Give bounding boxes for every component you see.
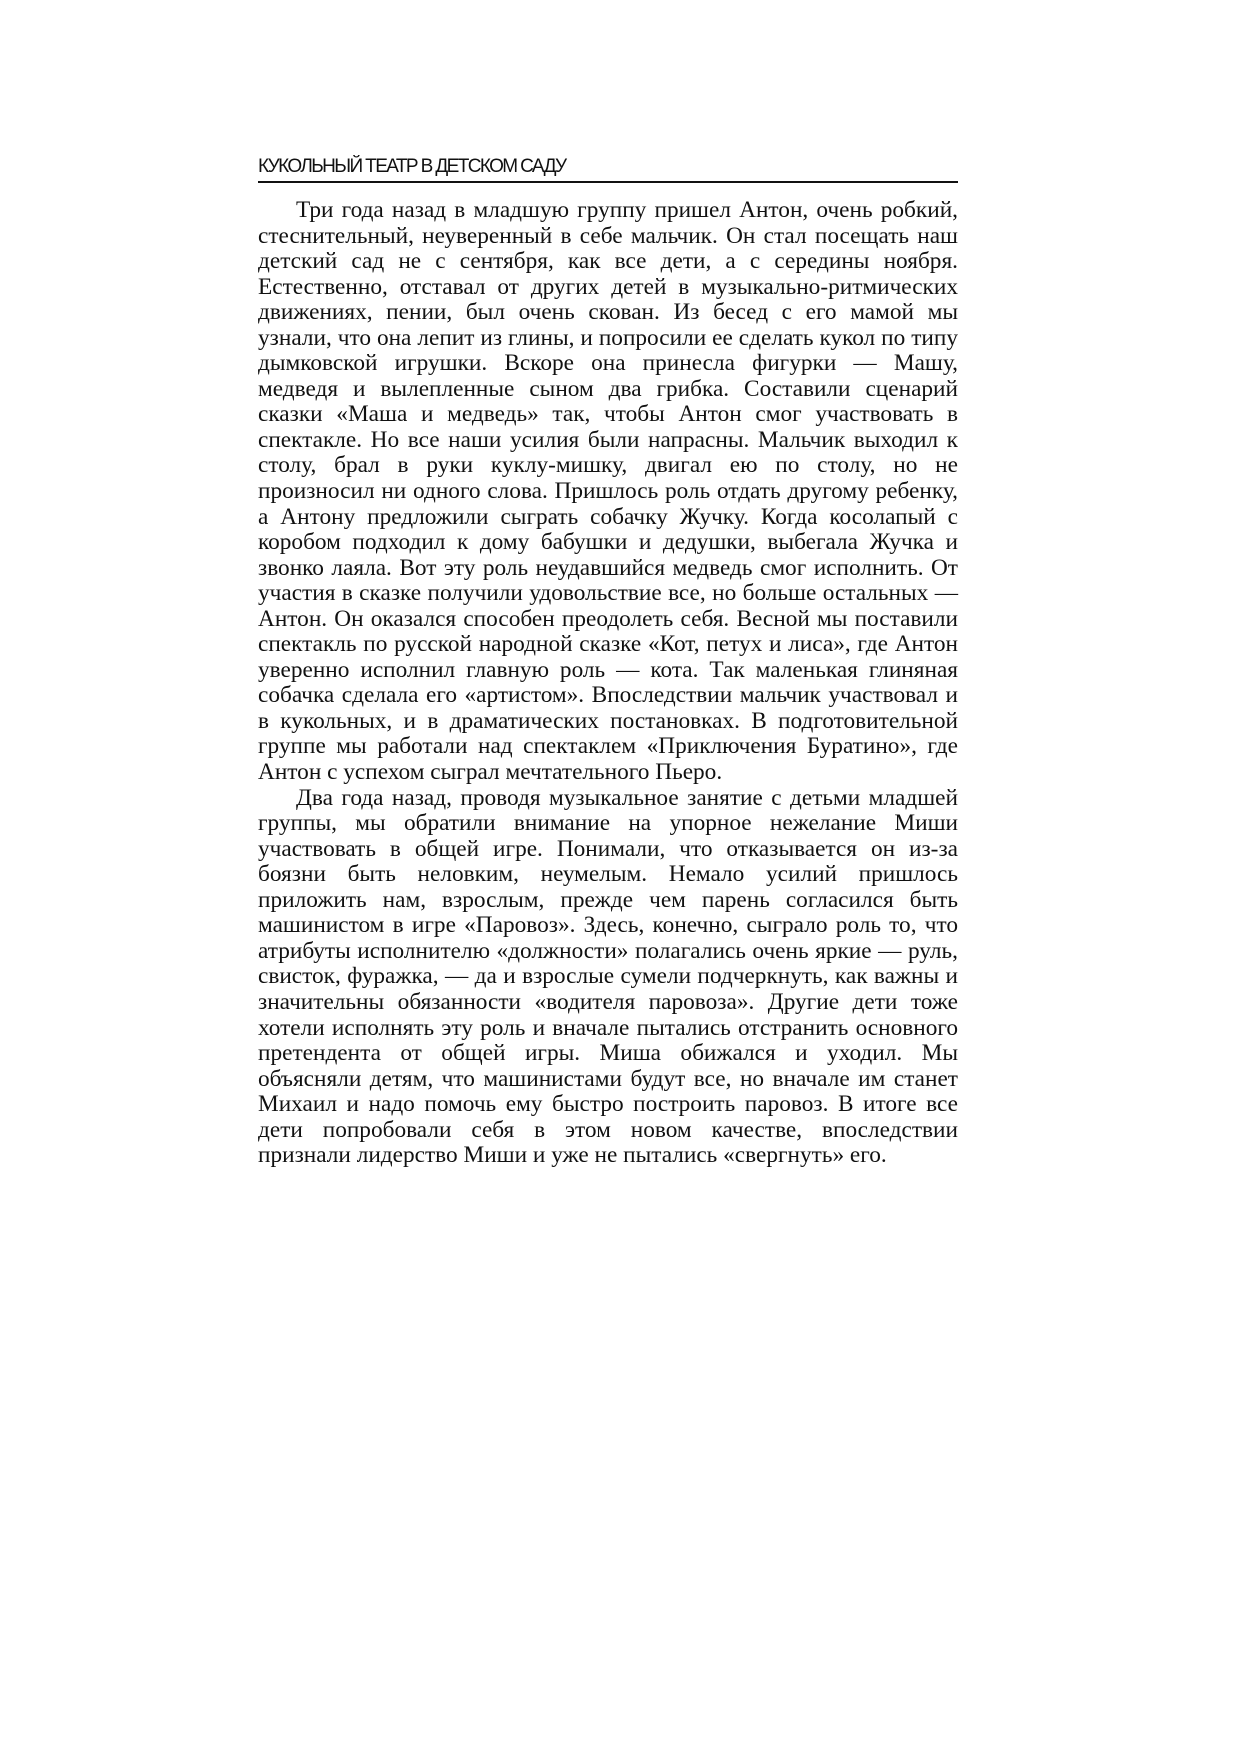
paragraph-misha: Два года назад, проводя музыкальное занятие с детьми младшей группы, мы обратили внимание на упорное нежелание Миши участвовать в общей игре. Понимали, что отказывается он из-за боязни быть неловким, неумелым. Немало усилий пришлось приложить нам, взрослым, прежде чем парень согласился быть машинистом в игре «Паровоз». Здесь, конечно, сыграло роль то, что атрибуты исполнителю «должности» полагались очень яркие — руль, свисток, фуражка, — да и взрослые сумели подчеркнуть, как важны и значительны обязанности «водителя паровоза». Другие дети тоже хотели исполнять эту роль и вначале пытались отстранить основного претендента от общей игры. Миша обижался и уходил. Мы объясняли детям, что машинистами будут все, но вначале им станет Михаил и надо помочь ему быстро построить паровоз. В итоге все дети попробовали себя в этом новом качестве, впоследствии признали лидерство Миши и уже не пытались «свергнуть» его. xyxy=(258,784,958,1169)
running-header: КУКОЛЬНЫЙ ТЕАТР В ДЕТСКОМ САДУ xyxy=(258,155,958,183)
paragraph-anton: Три года назад в младшую группу пришел Антон, очень робкий, стеснительный, неуверенный в себе мальчик. Он стал посещать наш детский сад не с сентября, как все дети, а с середины ноября. Естественно, отставал от других детей в музыкально-ритмических движениях, пении, был очень скован. Из бесед с его мамой мы узнали, что она лепит из глины, и попросили ее сделать кукол по типу дымковской игрушки. Вскоре она принесла фигурки — Машу, медведя и вылепленные сыном два грибка. Составили сценарий сказки «Маша и медведь» так, чтобы Антон смог участвовать в спектакле. Но все наши усилия были напрасны. Мальчик выходил к столу, брал в руки куклу-мишку, двигал ею по столу, но не произносил ни одного слова. Пришлось роль отдать другому ребенку, а Антону предложили сыграть собачку Жучку. Когда косолапый с коробом подходил к дому бабушки и дедушки, выбегала Жучка и звонко лаяла. Вот эту роль неудавшийся медведь смог исполнить. От участия в сказке получили удовольствие все, но больше остальных — Антон. Он оказался способен преодолеть себя. Весной мы поставили спектакль по русской народной сказке «Кот, петух и лиса», где Антон уверенно исполнил главную роль — кота. Так маленькая глиняная собачка сделала его «артистом». Впоследствии мальчик участвовал и в кукольных, и в драматических постановках. В подготовительной группе мы работали над спектаклем «Приключения Буратино», где Антон с успехом сыграл мечтательного Пьеро. xyxy=(258,197,958,786)
body-text xyxy=(258,198,958,1169)
